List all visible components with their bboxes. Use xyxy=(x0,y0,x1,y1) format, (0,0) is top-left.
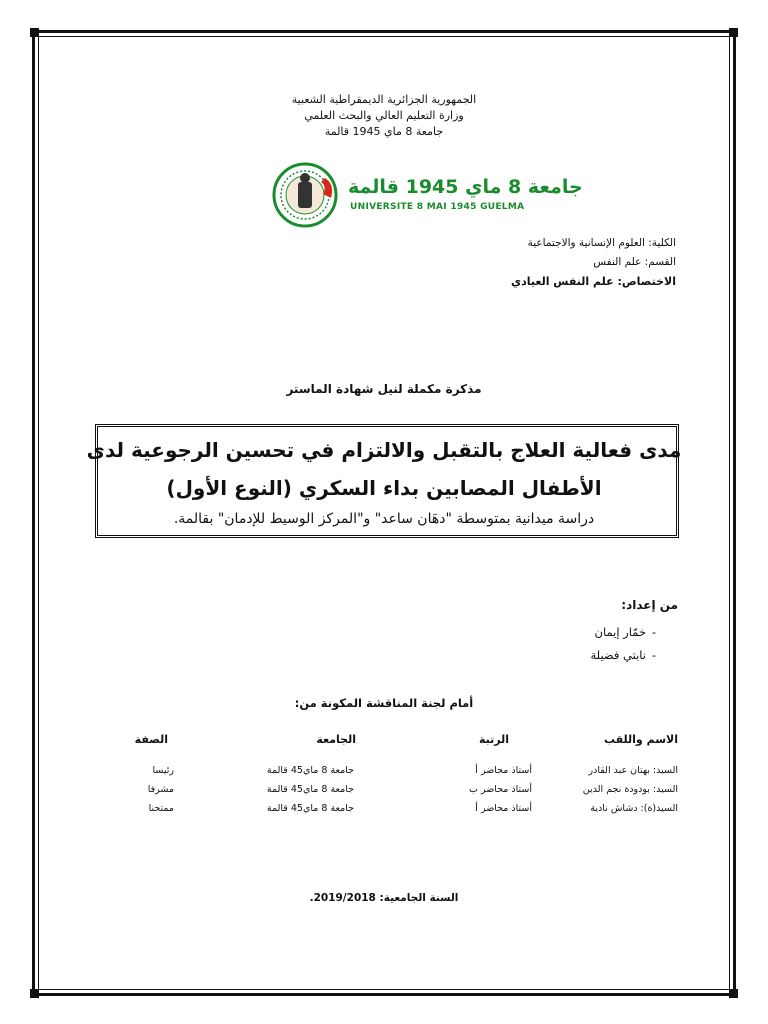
member-university: جامعة 8 ماي45 قالمة xyxy=(266,803,354,814)
member-university: جامعة 8 ماي45 قالمة xyxy=(266,765,354,776)
thesis-title-line2: الأطفال المصابين بداء السكري (النوع الأول) xyxy=(166,476,602,500)
frame-corner xyxy=(30,28,39,37)
faculty-name: الكلية: العلوم الإنسانية والاجتماعية xyxy=(527,237,676,249)
member-rank: أستاذ محاضر أ xyxy=(475,765,532,776)
author-name: خمّار إيمان xyxy=(594,625,646,639)
column-header-rank: الرتبة xyxy=(478,733,509,746)
member-name: السيد: بودودة نجم الدين xyxy=(582,784,678,795)
frame-corner xyxy=(30,989,39,998)
department-name: القسم: علم النفس xyxy=(593,256,676,268)
committee-label: أمام لجنة المناقشة المكونة من: xyxy=(294,696,474,710)
academic-year: السنة الجامعية: 2019/2018. xyxy=(309,892,459,904)
member-name: السيد: بهتان عبد القادر xyxy=(588,765,678,776)
list-bullet: - xyxy=(651,625,656,639)
thesis-title-line1: مدى فعالية العلاج بالتقبل والالتزام في تحسين الرجوعية لدى xyxy=(86,438,682,462)
member-role: رئيسا xyxy=(152,765,174,776)
member-name: السيد(ة): دشاش نادية xyxy=(590,803,678,814)
member-university: جامعة 8 ماي45 قالمة xyxy=(266,784,354,795)
member-role: ممتحنا xyxy=(148,803,174,814)
university-name: جامعة 8 ماي 1945 قالمة xyxy=(324,125,444,138)
author-name: نابتي فضيلة xyxy=(590,648,646,662)
thesis-type: مذكرة مكملة لنيل شهادة الماستر xyxy=(286,382,482,396)
specialty-name: الاختصاص: علم النفس العيادي xyxy=(511,275,676,288)
faculty-info xyxy=(511,234,676,291)
republic-name: الجمهورية الجزائرية الديمقراطية الشعبية xyxy=(291,93,477,106)
institution-header xyxy=(0,92,768,140)
member-rank: أستاذ محاضر أ xyxy=(475,803,532,814)
frame-corner xyxy=(729,28,738,37)
member-role: مشرفا xyxy=(147,784,174,795)
thesis-subtitle: دراسة ميدانية بمتوسطة "دهَان ساعد" و"المركز الوسيط للإدمان" بقالمة. xyxy=(173,511,595,527)
column-header-name: الاسم واللقب xyxy=(603,733,678,746)
column-header-university: الجامعة xyxy=(316,733,356,746)
list-bullet: - xyxy=(651,648,656,662)
ministry-name: وزارة التعليم العالي والبحث العلمي xyxy=(304,109,464,122)
logo-name-french: UNIVERSITE 8 MAI 1945 GUELMA xyxy=(350,202,525,212)
prepared-by-label: من إعداد: xyxy=(621,598,678,612)
logo-name-arabic: جامعة 8 ماي 1945 قالمة xyxy=(348,176,583,198)
column-header-role: الصفة xyxy=(134,733,168,746)
member-rank: أستاذ محاضر ب xyxy=(469,784,532,795)
frame-corner xyxy=(729,989,738,998)
